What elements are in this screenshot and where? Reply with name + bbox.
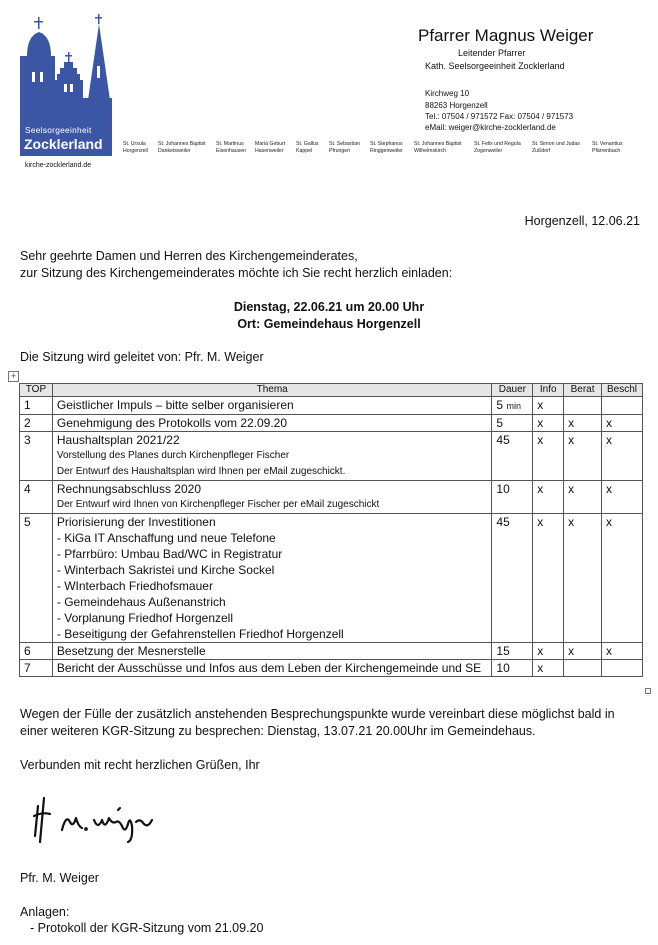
logo-text-line2: Zocklerland — [24, 136, 103, 152]
phone-fax: Tel.: 07504 / 971572 Fax: 07504 / 971573 — [425, 112, 574, 121]
item-detail: - Vorplanung Friedhof Horgenzell — [56, 611, 233, 625]
parish-item: St. Ursula Horgenzell — [123, 141, 148, 154]
cell-info: x — [533, 481, 564, 514]
cell-thema — [52, 660, 492, 677]
cell-info: x — [533, 643, 564, 660]
parish-item: St. Martinus Eisenhausen — [216, 141, 246, 154]
cell-top: 4 — [20, 481, 53, 514]
handwritten-signature-icon — [32, 796, 157, 844]
cell-info: x — [533, 514, 564, 643]
table-row — [20, 514, 643, 643]
parish-item: St. Venantius Pfärrenbach — [592, 141, 623, 154]
note-line-2: einer weiteren KGR-Sitzung zu besprechen: Dienstag, 13.07.21 20.00Uhr im Gemeindehaus. — [20, 724, 536, 738]
cell-dauer: 10 — [492, 481, 533, 514]
church-logo-icon — [20, 14, 115, 156]
item-title: Geistlicher Impuls – bitte selber organisieren — [56, 398, 294, 412]
item-title: Haushaltsplan 2021/22 — [56, 433, 180, 447]
attachment-item: - Protokoll der KGR-Sitzung vom 21.09.20 — [30, 921, 264, 935]
parish-item: St. Sebastian Pfrungen — [329, 141, 360, 154]
cell-top: 5 — [20, 514, 53, 643]
cell-info: x — [533, 660, 564, 677]
cell-beschl: x — [602, 643, 643, 660]
item-title: Bericht der Ausschüsse und Infos aus dem Leben der Kirchengemeinde und SE — [56, 661, 482, 675]
cell-beschl: x — [602, 481, 643, 514]
cell-thema — [52, 397, 492, 415]
column-header-dauer: Dauer — [492, 384, 533, 397]
cell-beschl — [602, 660, 643, 677]
cell-thema — [52, 643, 492, 660]
cell-berat — [564, 660, 602, 677]
table-row — [20, 415, 643, 432]
cell-dauer: 5 — [492, 415, 533, 432]
meeting-time: Dienstag, 22.06.21 um 20.00 Uhr — [233, 300, 425, 314]
note-line-1: Wegen der Fülle der zusätzlich anstehenden Besprechungspunkte wurde vereinbart diese möglichst bald in — [20, 707, 615, 721]
cell-thema — [52, 415, 492, 432]
item-detail: - KiGa IT Anschaffung und neue Telefone — [56, 531, 276, 545]
meeting-place: Ort: Gemeindehaus Horgenzell — [237, 317, 421, 331]
signature — [32, 796, 157, 844]
cell-dauer: 5 min — [492, 397, 533, 415]
item-detail: - Gemeindehaus Außenanstrich — [56, 595, 226, 609]
cell-berat: x — [564, 514, 602, 643]
cell-top: 2 — [20, 415, 53, 432]
parish-item: St. Johannes Baptist Danketsweiler — [158, 141, 206, 154]
closing-greeting: Verbunden mit recht herzlichen Grüßen, Ihr — [20, 758, 260, 772]
parish-item: St. Simon und Judas Zußdorf — [532, 141, 580, 154]
cell-berat: x — [564, 432, 602, 481]
item-title: Besetzung der Mesnerstelle — [56, 644, 206, 658]
item-detail: Der Entwurf des Haushaltsplan wird Ihnen per eMail zugeschickt. — [56, 466, 346, 477]
table-row — [20, 432, 643, 481]
table-row — [20, 481, 643, 514]
meeting-chair: Die Sitzung wird geleitet von: Pfr. M. Weiger — [20, 350, 264, 364]
cell-beschl: x — [602, 432, 643, 481]
logo-text-line1: Seelsorgeeinheit — [25, 125, 92, 135]
cell-berat — [564, 397, 602, 415]
address-street: Kirchweg 10 — [425, 89, 470, 98]
parish-item: St. Stephanus Ringgenweiler — [370, 141, 403, 154]
item-title: Priorisierung der Investitionen — [56, 515, 216, 529]
sender-org: Kath. Seelsorgeeinheit Zocklerland — [425, 61, 565, 71]
cell-berat: x — [564, 481, 602, 514]
cell-berat: x — [564, 415, 602, 432]
cell-dauer: 45 — [492, 514, 533, 643]
cell-info: x — [533, 397, 564, 415]
agenda-table — [19, 383, 643, 677]
item-detail: Der Entwurf wird Ihnen von Kirchenpfleger Fischer per eMail zugeschickt — [56, 499, 380, 510]
cell-beschl: x — [602, 415, 643, 432]
cell-top: 7 — [20, 660, 53, 677]
table-resize-handle-icon[interactable] — [645, 688, 651, 694]
item-detail: - Beseitigung der Gefahrenstellen Friedhof Horgenzell — [56, 627, 344, 641]
cell-dauer: 10 — [492, 660, 533, 677]
item-title: Genehmigung des Protokolls vom 22.09.20 — [56, 416, 288, 430]
cell-top: 6 — [20, 643, 53, 660]
cell-berat: x — [564, 643, 602, 660]
column-header-berat: Berat — [564, 384, 602, 397]
cell-dauer: 15 — [492, 643, 533, 660]
sender-role: Leitender Pfarrer — [458, 48, 526, 58]
cell-thema — [52, 481, 492, 514]
signature-name: Pfr. M. Weiger — [20, 871, 99, 885]
item-detail: - Winterbach Sakristei und Kirche Sockel — [56, 563, 275, 577]
parish-item: Mariä Geburt Hasenweiler — [255, 141, 286, 154]
item-detail: Vorstellung des Planes durch Kirchenpfleger Fischer — [56, 450, 290, 461]
table-move-handle-icon[interactable]: + — [8, 371, 19, 382]
cell-dauer: 45 — [492, 432, 533, 481]
item-detail: - WInterbach Friedhofsmauer — [56, 579, 213, 593]
cell-top: 1 — [20, 397, 53, 415]
cell-info: x — [533, 432, 564, 481]
cell-thema — [52, 514, 492, 643]
cell-thema — [52, 432, 492, 481]
column-header-info: Info — [533, 384, 564, 397]
parish-item: St. Gallus Kappel — [296, 141, 319, 154]
cell-beschl: x — [602, 514, 643, 643]
parish-list — [123, 141, 643, 157]
column-header-beschl: Beschl — [602, 384, 643, 397]
sender-name: Pfarrer Magnus Weiger — [418, 26, 594, 45]
letter-date: Horgenzell, 12.06.21 — [524, 214, 640, 228]
table-row — [20, 660, 643, 677]
table-row — [20, 643, 643, 660]
item-detail: - Pfarrbüro: Umbau Bad/WC in Registratur — [56, 547, 283, 561]
address-city: 88263 Horgenzell — [425, 101, 488, 110]
cell-info: x — [533, 415, 564, 432]
salutation: Sehr geehrte Damen und Herren des Kirchengemeinderates, — [20, 249, 358, 263]
table-header-row — [20, 384, 643, 397]
parish-item: St. Felix und Regula Zogenweiler — [474, 141, 521, 154]
cell-beschl — [602, 397, 643, 415]
invitation-text: zur Sitzung des Kirchengemeinderates möchte ich Sie recht herzlich einladen: — [20, 266, 453, 280]
column-header-top: TOP — [20, 384, 53, 397]
cell-top: 3 — [20, 432, 53, 481]
table-row — [20, 397, 643, 415]
parish-logo — [20, 14, 115, 156]
item-title: Rechnungsabschluss 2020 — [56, 482, 201, 496]
column-header-thema: Thema — [52, 384, 492, 397]
parish-item: St. Johannes Baptist Wilhelmskirch — [414, 141, 462, 154]
attachments-label: Anlagen: — [20, 905, 70, 919]
website-link[interactable]: kirche-zocklerland.de — [25, 162, 92, 169]
email-address[interactable]: eMail: weiger@kirche-zocklerland.de — [425, 123, 556, 132]
